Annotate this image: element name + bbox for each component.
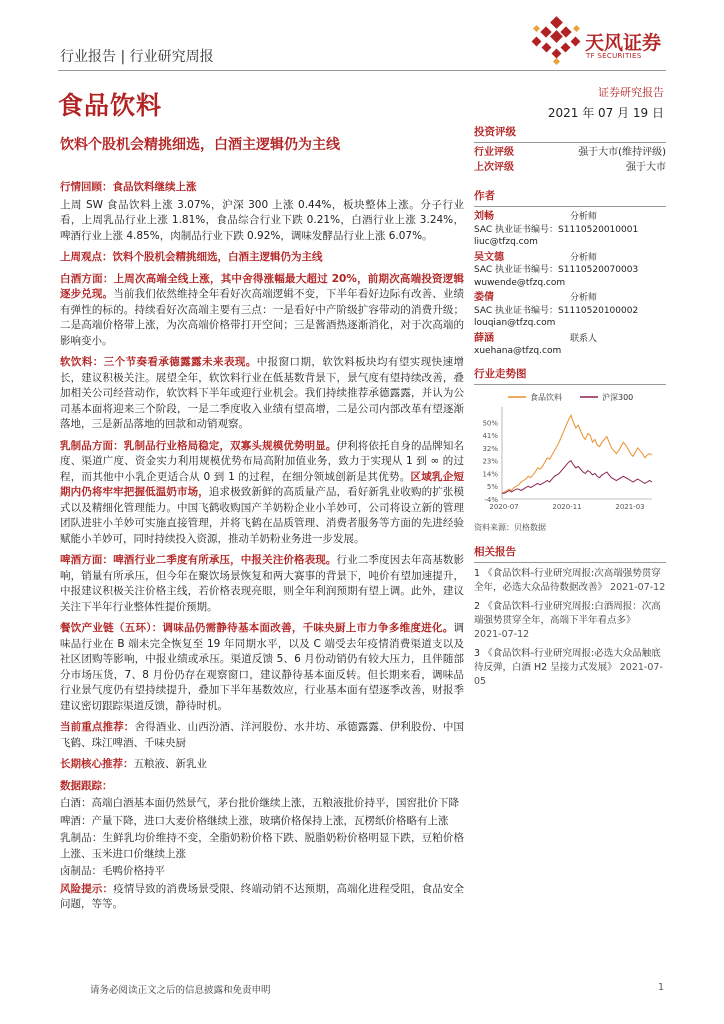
- trend-chart: [474, 387, 666, 517]
- risk-warning: 风险提示：疫情导致的消费场景受限、终端动销不达预期，高端化进程受阻，食品安全问题，等等。: [60, 882, 465, 910]
- y-tick-label: 14%: [482, 470, 498, 479]
- section-title: 上周观点：饮料个股机会精挑细选，白酒主逻辑仍为主线: [60, 251, 323, 263]
- data-line: 卤制品：毛鸭价格持平: [60, 865, 165, 877]
- disclaimer: 请务必阅读正文之后的信息披露和免责申明: [90, 985, 271, 996]
- paragraph: 当前重点推荐：舍得酒业、山西汾酒、洋河股份、水井坊、承德露露、伊利股份、中国飞鹤、珠江啤酒、千味央厨: [60, 721, 465, 749]
- paragraph: 乳制品方面：乳制品行业格局稳定，双寡头规模优势明显。伊利将依托自身的品牌知名度、渠道广度、资金实力利用规模优势布局高附加值业务，致力于实现从 1 到 ∞ 的过程，而其他中小乳企更适合从 0 到 1 的过程，在细分领域创新是其优势。区域乳企短期内仍将牢牢把握低温奶市场，追求极致新鲜的高质量产品，看好新乳业收购的扩张模式以及精细化管理能力。中国飞鹤收购国产羊奶粉企业小羊妙可，公司将设立新的管理团队进驻小羊妙可实施直接管理，并将飞鹤在品质管理、消费者服务等方面的先进经验赋能小羊妙可，同时持续投入资源，推动羊奶粉业务进一步发展。: [60, 439, 465, 545]
- related-panel: [474, 544, 666, 689]
- series-line: [502, 461, 652, 494]
- paragraph: 上周 SW 食品饮料上涨 3.07%，沪深 300 上涨 0.44%，板块整体上涨。分子行业看，上周乳品行业上涨 1.81%，食品综合行业下跌 0.21%，白酒行业上涨 3.24%，啤酒行业上涨 4.85%，肉制品行业下跌 0.92%，调味发酵品行业上涨 6.07%。: [60, 198, 464, 242]
- sector-title: 食品饮料: [58, 91, 163, 120]
- legend-label: 食品饮料: [530, 393, 562, 402]
- data-line: 乳制品：生鲜乳均价维持不变，全脂奶粉价格下跌、脱脂奶粉价格明显下跌，豆粕价格上涨、玉米进口价继续上涨: [60, 832, 464, 860]
- paragraph: 餐饮产业链（五环）：调味品仍需静待基本面改善，千味央厨上市力争多维度进化。调味品行业在 B 端未完全恢复至 19 年同期水平，以及 C 端受去年疫情消费渠道支以及社区团购等影响，中报业绩或承压。渠道反馈 5、6 月份动销仍有较大压力，且伴随部分市场压货，7、8 月份仍存在观察窗口，建议静待基本面反转。但长期来看，调味品行业景气度仍有望持续提升，叠加下半年基数效应，行业基本面有望逐季改善，财报季建议密切跟踪渠道反馈，静待时机。: [60, 622, 464, 712]
- trend-panel: [474, 366, 666, 533]
- divider: [474, 142, 666, 143]
- y-tick-label: 50%: [482, 419, 498, 428]
- author-entry: 刘畅 分析师 SAC 执业证书编号：S1110520010001 liuc@tfzq.com: [474, 211, 639, 247]
- section-title: 数据跟踪：: [60, 779, 113, 792]
- divider: [474, 206, 666, 207]
- section-title: 行情回顾：食品饮料继续上涨: [60, 181, 197, 193]
- author-entry: 薛涵 联系人 xuehana@tfzq.com: [474, 332, 598, 356]
- tf-logo-icon: [530, 16, 584, 66]
- trend-heading: 行业走势图: [474, 368, 527, 380]
- page-number: 1: [657, 982, 664, 993]
- paragraph: 长期核心推荐：五粮液、新乳业: [60, 758, 207, 770]
- rating-panel: [474, 124, 666, 175]
- related-report[interactable]: 3 《食品饮料-行业研究周报:必选大众品触底待反弹，白酒 H2 呈接力式发展》 2021-07-05: [474, 648, 663, 687]
- paragraph: 白酒方面：上周次高端全线上涨，其中舍得涨幅最大超过 20%，前期次高端投资逻辑逐步兑现。当前我们依然维持全年看好次高端逻辑不变，下半年看好边际有改善、业绩有弹性的标的。持续看好次高端主要有三点：一是看好中产阶级扩容带动的消费升级；二是高端价格带上涨，为次高端价格带打开空间；三是酱酒热逐渐消化，对于次高端的影响变小。: [60, 272, 465, 347]
- logo-text: 天风证券: [585, 32, 662, 54]
- header-divider: [58, 70, 666, 71]
- author-entry: 吴文德 分析师 SAC 执业证书编号：S1110520070003 wuwende@tfzq.com: [474, 251, 639, 288]
- x-tick-label: 2020-11: [552, 503, 582, 511]
- x-tick-label: 2021-03: [615, 503, 645, 511]
- y-tick-label: 23%: [482, 457, 498, 466]
- report-headline: 饮料个股机会精挑细选，白酒主逻辑仍为主线: [60, 137, 340, 153]
- divider: [474, 562, 666, 563]
- data-line: 啤酒：产量下降，进口大麦价格继续上涨，玻璃价格保持上涨，瓦楞纸价格略有上涨: [60, 814, 449, 827]
- related-report[interactable]: 1 《食品饮料-行业研究周报:次高端强势贯穿全年，必选大众品待数据改善》 2021-07-12: [474, 568, 666, 593]
- authors-panel: [474, 188, 666, 358]
- authors-heading: 作者: [474, 190, 495, 202]
- legend-label: 沪深300: [602, 393, 634, 402]
- paragraph: 软饮料：三个节奏看承德露露未来表现。中报窗口期，软饮料板块均有望实现快速增长，建议积极关注。展望全年，软饮料行业在低基数背景下，景气度有望持续改善，叠加相关公司经营动作，软饮料下半年或迎行业机会。我们持续推荐承德露露，并认为公司基本面将迎来三个阶段，一是二季度收入业绩有望高增，二是公司内部改革有望逐渐落地，三是新品落地的回款和动销观察。: [60, 356, 464, 430]
- series-line: [502, 415, 652, 493]
- author-entry: 娄倩 分析师 SAC 执业证书编号：S1110520100002 louqian@tfzq.com: [474, 292, 639, 328]
- logo-subtext: TF SECURITIES: [586, 52, 642, 60]
- report-type: 行业报告 | 行业研究周报: [60, 49, 214, 65]
- rating-row: 行业评级 强于大市(维持评级): [474, 147, 666, 158]
- y-tick-label: -4%: [484, 496, 498, 504]
- report-body: [60, 180, 464, 919]
- paragraph: 啤酒方面：啤酒行业二季度有所承压，中报关注价格表现。行业二季度因去年高基数影响，销量有所承压，但今年在聚饮场景恢复和两大赛事的背景下，吨价有望加速提升，中报建议积极关注价格主线，若价格表现亮眼，则全年利润预期有望上调。此外，建议关注下半年行业整体性提价预期。: [60, 554, 465, 613]
- x-tick-label: 2020-07: [489, 503, 519, 511]
- chart-source: 资料来源：贝格数据: [474, 523, 546, 532]
- data-line: 白酒：高端白酒基本面仍然景气，茅台批价继续上涨，五粮液批价持平，国窖批价下降: [60, 797, 459, 809]
- divider: [474, 384, 666, 385]
- report-kind: 证券研究报告: [598, 86, 664, 99]
- related-report[interactable]: 2 《食品饮料-行业研究周报:白酒周报：次高端强势贯穿全年，高端下半年看点多》 2021-07-12: [474, 601, 661, 640]
- y-tick-label: 5%: [486, 483, 498, 492]
- y-tick-label: 32%: [482, 444, 498, 453]
- report-date: 2021 年 07 月 19 日: [547, 106, 664, 120]
- y-tick-label: 41%: [482, 432, 498, 441]
- rating-row: 上次评级 强于大市: [474, 162, 666, 173]
- rating-heading: 投资评级: [474, 126, 516, 138]
- related-heading: 相关报告: [474, 546, 516, 558]
